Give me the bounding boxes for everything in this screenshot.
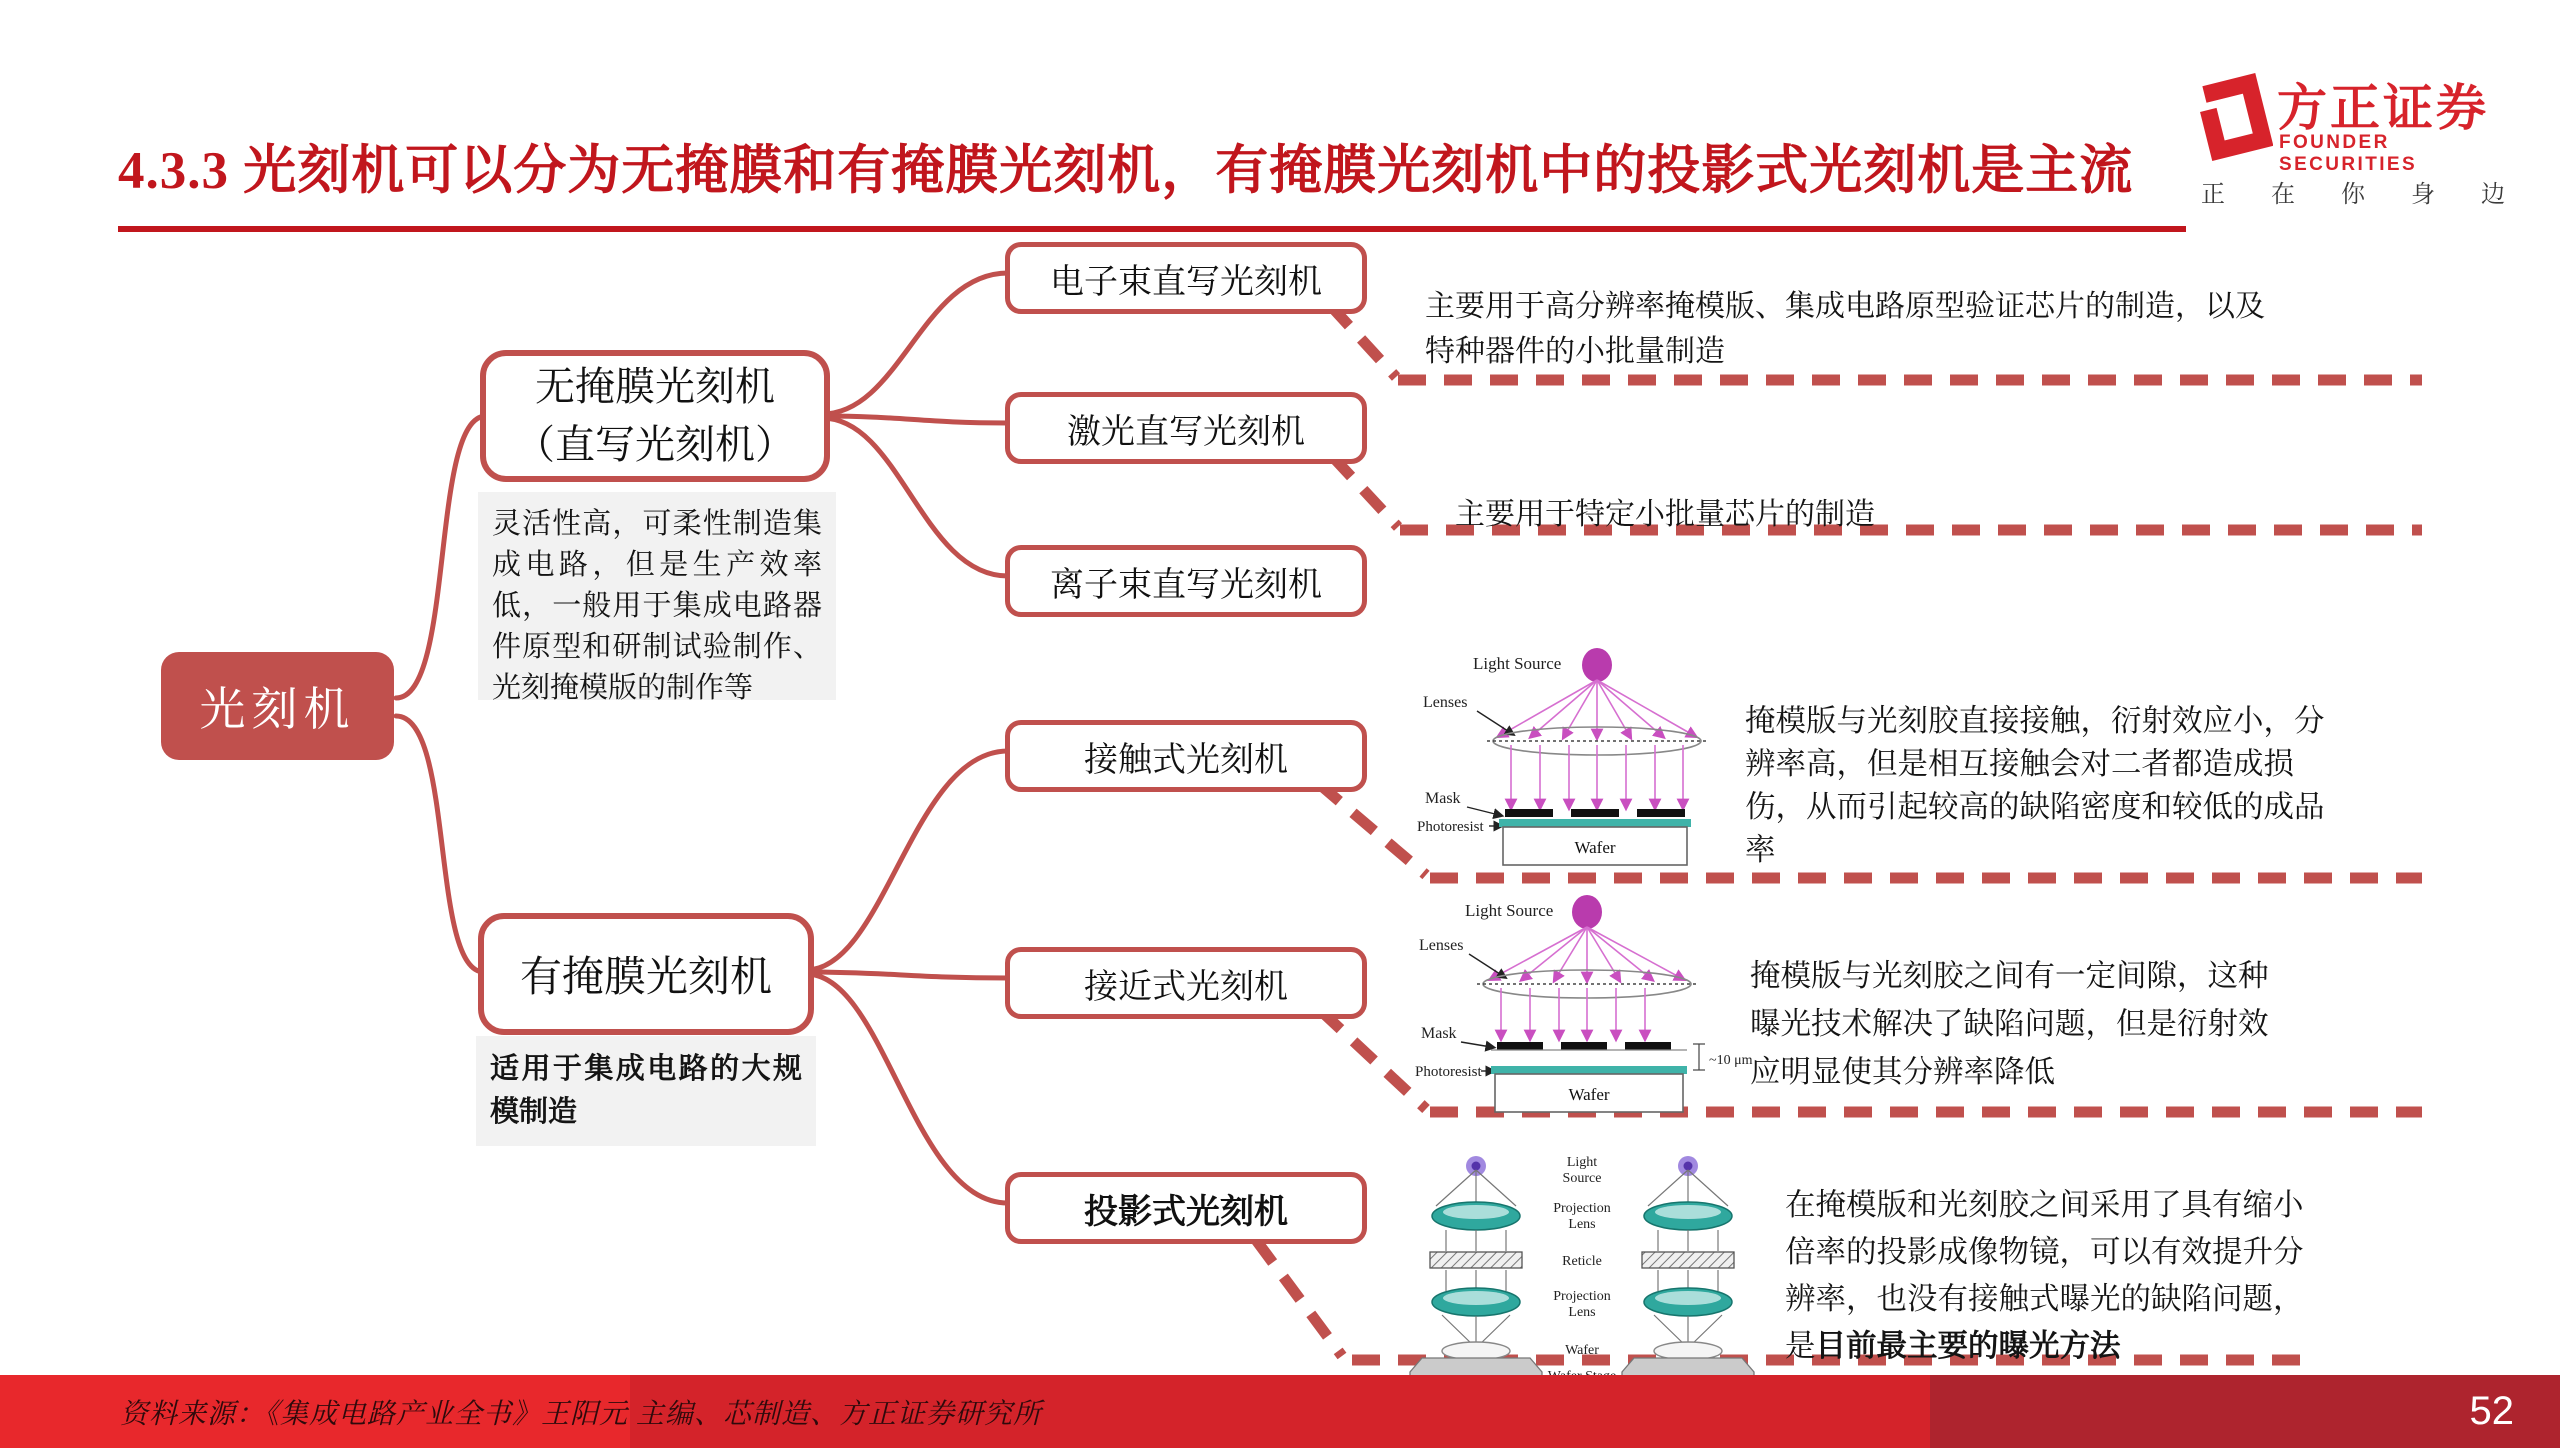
proximity-mask-label: Mask <box>1421 1025 1457 1042</box>
proximity-wafer-label: Wafer <box>1568 1085 1610 1104</box>
branch-maskless <box>480 350 830 482</box>
brand-tagline <box>2201 174 2505 209</box>
node-ionbeam-direct-write: 离子束直写光刻机 <box>1005 545 1367 617</box>
projection-column-left <box>1410 1156 1542 1384</box>
brand-name: 方正证券 <box>2277 80 2489 136</box>
contact-photoresist-label: Photoresist <box>1417 819 1484 835</box>
contact-rays-vertical <box>1511 745 1683 805</box>
contact-mask-bars <box>1505 809 1685 817</box>
branch-maskless-line2: （直写光刻机） <box>515 422 795 467</box>
desc-projection-bold: 目前最主要的曝光方法 <box>1815 1329 2121 1363</box>
contact-lenses-label: Lenses <box>1423 694 1468 711</box>
node-projection-litho: 投影式光刻机 <box>1005 1172 1367 1244</box>
tagline-char: 身 <box>2411 182 2435 208</box>
root-node-lithography: 光刻机 <box>161 652 394 760</box>
desc-contact: 掩模版与光刻胶直接接触，衍射效应小，分辨率高，但是相互接触会对二者都造成损伤，从而引起较高的缺陷密度和较低的成品率 <box>1745 704 2325 867</box>
tagline-char: 边 <box>2481 182 2505 208</box>
brand-logo <box>2195 62 2525 212</box>
page-title: 4.3.3 光刻机可以分为无掩膜和有掩膜光刻机，有掩膜光刻机中的投影式光刻机是主流 <box>118 142 2134 200</box>
projection-litho-diagram <box>1398 1152 1788 1402</box>
projection-label-wafer: Wafer <box>1565 1343 1599 1358</box>
contact-wafer-label: Wafer <box>1574 838 1616 857</box>
node-proximity-litho: 接近式光刻机 <box>1005 947 1367 1019</box>
proximity-lenses-label: Lenses <box>1419 937 1464 954</box>
projection-label-source: Source <box>1562 1171 1602 1186</box>
contact-mask-label: Mask <box>1425 790 1461 807</box>
tagline-char: 你 <box>2341 182 2365 208</box>
branch-masked-note: 适用于集成电路的大规模制造 <box>476 1036 816 1146</box>
footer-bar <box>0 1375 2560 1448</box>
proximity-gap-dimension <box>1693 1044 1705 1070</box>
footer-bar-segment-right <box>1930 1375 2560 1448</box>
branch-maskless-note: 灵活性高，可柔性制造集成电路，但是生产效率低，一般用于集成电路器件原型和研制试验制作、光刻掩模版的制作等 <box>478 492 836 700</box>
tagline-char: 正 <box>2201 182 2225 208</box>
proximity-photoresist <box>1491 1066 1687 1074</box>
desc-proximity: 掩模版与光刻胶之间有一定间隙，这种曝光技术解决了缺陷问题，但是衍射效应明显使其分辨率降低 <box>1750 959 2269 1089</box>
proximity-litho-diagram <box>1415 892 1755 1124</box>
proximity-light-source-label: Light Source <box>1465 901 1554 920</box>
source-citation: 资料来源：《集成电路产业全书》王阳元 主编、芯制造、方正证券研究所 <box>120 1398 1043 1430</box>
tagline-char: 在 <box>2271 182 2295 208</box>
node-laser-direct-write: 激光直写光刻机 <box>1005 392 1367 464</box>
contact-litho-diagram <box>1415 645 1735 877</box>
projection-labels <box>1548 1155 1616 1384</box>
desc-ebeam: 主要用于高分辨率掩模版、集成电路原型验证芯片的制造，以及特种器件的小批量制造 <box>1425 290 2265 368</box>
contact-light-source-label: Light Source <box>1473 654 1562 673</box>
projection-label-light: Light <box>1566 1155 1598 1170</box>
proximity-mask-bars <box>1497 1042 1671 1050</box>
desc-projection <box>1785 1182 2313 1370</box>
projection-label-lens1: Lens <box>1568 1217 1596 1232</box>
projection-label-projection1: Projection <box>1553 1201 1611 1216</box>
branch-masked <box>478 913 814 1035</box>
desc-projection-text: 在掩模版和光刻胶之间采用了具有缩小倍率的投影成像物镜，可以有效提升分辨率，也没有接触式曝光的缺陷问题，是 <box>1785 1188 2304 1363</box>
projection-label-reticle: Reticle <box>1562 1254 1602 1269</box>
node-ebeam-direct-write: 电子束直写光刻机 <box>1005 242 1367 314</box>
contact-light-source <box>1582 648 1612 682</box>
desc-laser: 主要用于特定小批量芯片的制造 <box>1455 498 1875 531</box>
projection-column-right <box>1622 1156 1754 1384</box>
founder-logo-icon <box>2195 66 2273 170</box>
brand-name-en: FOUNDER SECURITIES <box>2279 132 2418 175</box>
branch-maskless-line1: 无掩膜光刻机 <box>535 364 775 409</box>
proximity-photoresist-label: Photoresist <box>1415 1064 1482 1080</box>
proximity-light-source <box>1572 895 1602 929</box>
branch-masked-line1: 有掩膜光刻机 <box>519 955 772 1001</box>
projection-label-projection2: Projection <box>1553 1289 1611 1304</box>
contact-photoresist <box>1499 819 1691 827</box>
node-contact-litho: 接触式光刻机 <box>1005 720 1367 792</box>
proximity-gap-label: ~10 μm <box>1709 1053 1753 1068</box>
page-number: 52 <box>2469 1389 2514 1433</box>
projection-label-lens2: Lens <box>1568 1305 1596 1320</box>
title-underline <box>118 226 2186 232</box>
